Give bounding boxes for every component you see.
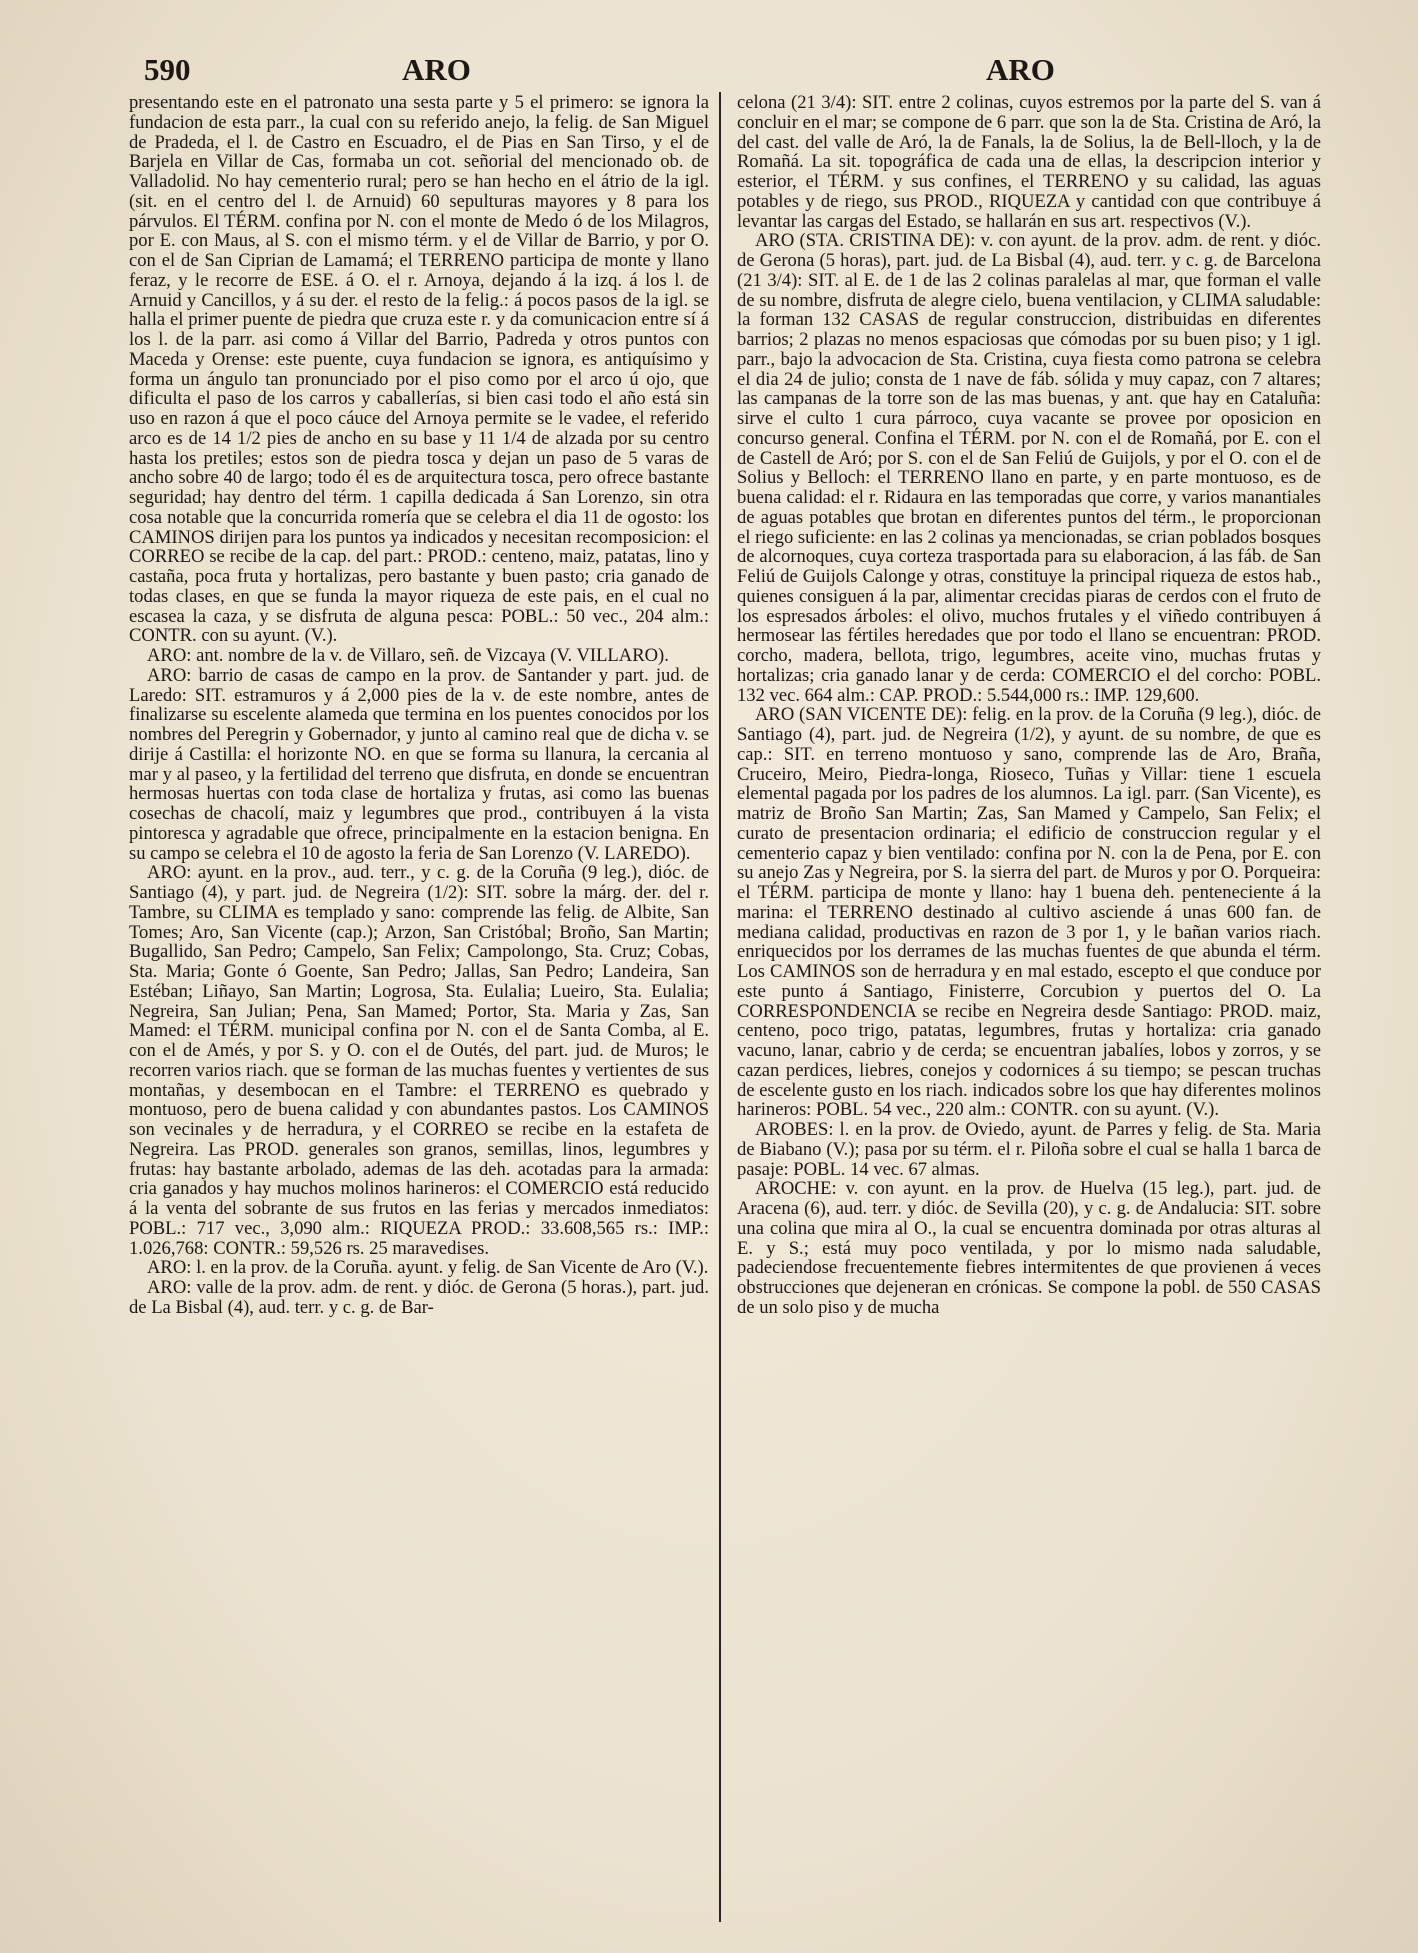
entry-aro-barrio-santander: ARO: barrio de casas de campo en la prov. de Santander y part. jud. de Laredo: SIT. estramuros y á 2,000 pies de la v. de este nombre, antes de finalizarse su escelente alameda que termina en los puentes conocidos por los nombres del Peregrin y Gobernador, y junto al camino real que de dicha v. se dirije á Castilla: el horizonte NO. en que se forma su llanura, la cercania al mar y al paseo, y la fertilidad del terreno que disfruta, en donde se encuentran hermosas huertas con toda clase de hortaliza y frutas, asi como las buenas cosechas de chacolí, maiz y legumbres que prod., contribuyen á la vista pintoresca y agradable que ofrece, principalmente en la estacion benigna. En su campo se celebra el 10 de agosto la feria de San Lorenzo (V. LAREDO).: [129, 664, 709, 864]
page-header: [128, 52, 1320, 92]
entry-aroche: AROCHE: v. con ayunt. en la prov. de Huelva (15 leg.), part. jud. de Aracena (6), aud. terr. y dióc. de Sevilla (20), y c. g. de Andalucia: SIT. sobre una colina que mira al O., la cual se encuentra dominada por otras alturas al E. y S.; está muy poco ventilada, y por lo mismo nada saludable, padeciendose frecuentemente fiebres intermitentes de que provienen á veces obstrucciones que dejeneran en crónicas. Se compone la pobl. de 550 CASAS de un solo piso y de mucha: [737, 1178, 1321, 1318]
running-head-right: ARO: [986, 52, 1055, 87]
entry-aro-sta-cristina: ARO (STA. CRISTINA DE): v. con ayunt. de la prov. adm. de rent. y dióc. de Gerona (5 horas), part. jud. de La Bisbal (4), aud. terr. y c. g. de Barcelona (21 3/4): SIT. al E. de 1 de las 2 colinas paralelas al mar, que forman el valle de su nombre, disfruta de alegre cielo, buena ventilacion, y CLIMA saludable: la forman 132 CASAS de regular construccion, distribuidas en diferentes barrios; 2 plazas no menos espaciosas que cómodas por su buen piso; y 1 igl. parr., bajo la advocacion de Sta. Cristina, cuya fiesta como patrona se celebra el dia 24 de julio; consta de 1 nave de fáb. sólida y muy capaz, con 7 altares; las campanas de la torre son de las mas buenas, y ant. que hay en Cataluña: sirve el culto 1 cura párroco, cuya vacante se provee por oposicion en concurso general. Confina el TÉRM. por N. con el de Romañá, por E. con el de Castell de Aró; por S. con el de San Feliú de Guijols, y por el O. con el de Solius y Belloch: el TERRENO llano en parte, y en parte montuoso, es de buena calidad: el r. Ridaura en las temporadas que corre, y varios manantiales de aguas potables que brotan en diferentes puntos del térm., le proporcionan el riego suficiente: en las 2 colinas ya mencionadas, se crian poblados bosques de alcornoques, cuya corteza trasportada para su elaboracion, á las fáb. de San Feliú de Guijols Calonge y otras, constituye la principal riqueza de estos hab., quienes consiguen á la par, alimentar crecidas piaras de cerdos con el fruto de los espresados árboles: el olivo, muchos frutales y el viñedo contribuyen á hermosear las fértiles heredades que por todo el llano se encuentran: PROD. corcho, madera, bellota, trigo, legumbres, aceite vino, muchas frutas y hortalizas; cria ganado lanar y de cerda: COMERCIO el del corcho: POBL. 132 vec. 664 alm.: CAP. PROD.: 5.544,000 rs.: IMP. 129,600.: [737, 230, 1321, 706]
entry-aro-lugar-coruna: ARO: l. en la prov. de la Coruña. ayunt. y felig. de San Vicente de Aro (V.).: [147, 1257, 709, 1279]
entry-continuation: presentando este en el patronato una sesta parte y 5 el primero: se ignora la fundacion de esta parr., la cual con su referido anejo, la felig. de San Miguel de Pradeda, el l. de Castro en Escuadro, el de Pias en San Tirso, y el de Barjela en Villar de Cas, formaba un cot. señorial del mencionado ob. de Valladolid. No hay cementerio rural; pero se han hecho en el átrio de la igl. (sit. en el centro del l. de Arnuid) 60 sepulturas mayores y 8 para los párvulos. El TÉRM. confina por N. con el monte de Medo ó de los Milagros, por E. con Maus, al S. con el mismo térm. y el de Villar de Barrio, y por O. con el de San Ciprian de Lamamá; el TERRENO participa de monte y llano feraz, y le recorre de ESE. á O. el r. Arnoya, dejando á la izq. á los l. de Arnuid y Cancillos, y á su der. el resto de la felig.: á pocos pasos de la igl. se halla el primer puente de piedra que cruza este r. y da comunicacion entre sí á los l. de la parr. asi como á Villar del Barrio, Padreda y otros puntos con Maceda y Orense: este puente, cuya fundacion se ignora, es antiquísimo y forma un ángulo tan pronunciado por el piso como por el arco ú ojo, que dificulta el paso de los carros y caballerías, si bien casi todo el año está sin uso en razon á que el poco cáuce del Arnoya permite se le vadee, el referido arco es de 14 1/2 pies de ancho en su base y 11 1/4 de alzada por su centro hasta los pretiles; estos son de piedra tosca y dejan un paso de 5 varas de ancho sobre 40 de largo; todo él es de arquitectura tosca, pero ofrece bastante seguridad; hay dentro del térm. 1 capilla dedicada á San Lorenzo, sin otra cosa notable que la concurrida romería que se celebra el dia 11 de ogosto: los CAMINOS dirijen para los puntos ya indicados y necesitan recomposicion: el CORREO se recibe de la cap. del part.: PROD.: centeno, maiz, patatas, lino y castaña, poca fruta y hortalizas, pero bastante y buen pasto; cria ganado de todas clases, en que se funda la mayor riqueza de este pais, en el cual no escasea la caza, y se disfruta de alguna pesca: POBL.: 50 vec., 204 alm.: CONTR. con su ayunt. (V.).: [129, 92, 709, 647]
entry-continuation-valle: celona (21 3/4): SIT. entre 2 colinas, cuyos estremos por la parte del S. van á concluir en el mar; se compone de 6 parr. que son la de Sta. Cristina de Aró, la del cast. del valle de Aró, la de Fanals, la de Solius, la de Bell-lloch, y la de Romañá. La sit. topográfica de cada una de ellas, la descripcion interior y esterior, el TÉRM. y sus confines, el TERRENO y su calidad, las aguas potables y de riego, sus PROD., RIQUEZA y cantidad con que contribuye á levantar las cargas del Estado, se hallarán en sus art. respectivos (V.).: [737, 92, 1321, 232]
page-number: 590: [144, 52, 191, 87]
entry-aro-ayunt-coruna: ARO: ayunt. en la prov., aud. terr., y c. g. de la Coruña (9 leg.), dióc. de Santiago (4), y part. jud. de Negreira (1/2): SIT. sobre la márg. der. del r. Tambre, su CLIMA es templado y sano: comprende las felig. de Albite, San Tomes; Aro, San Vicente (cap.); Arzon, San Cristóbal; Broño, San Martin; Bugallido, San Pedro; Campelo, San Felix; Campolongo, Sta. Cruz; Cobas, Sta. Maria; Gonte ó Goente, San Pedro; Jallas, San Pedro; Landeira, San Estéban; Liñayo, San Martin; Logrosa, Sta. Eulalia; Lueiro, Sta. Eulalia; Negreira, San Julian; Pena, San Mamed; Portor, Sta. Maria y Zas, San Mamed: el TÉRM. municipal confina por N. con el de Santa Comba, al E. con el de Amés, y por S. y O. con el de Outés, del part. jud. de Muros; le recorren varios riach. que se forman de las muchas fuentes y vertientes de sus montañas, y desembocan en el Tambre: el TERRENO es quebrado y montuoso, pero de buena calidad y con abundantes pastos. Los CAMINOS son vecinales y de herradura, y el CORREO se recibe en la estafeta de Negreira. Las PROD. generales son granos, semillas, linos, legumbres y frutas: hay bastante arbolado, ademas de las deh. acotadas para la armada: cria ganados y hay muchos molinos harineros: el COMERCIO está reducido á la venta del sobrante de sus frutos en las ferias y mercados inmediatos: POBL.: 717 vec., 3,090 alm.: RIQUEZA PROD.: 33.608,565 rs.: IMP.: 1.026,768: CONTR.: 59,526 rs. 25 maravedises.: [129, 862, 709, 1259]
left-column: [129, 93, 709, 1923]
running-head-left: ARO: [402, 52, 471, 87]
entry-arobes: AROBES: l. en la prov. de Oviedo, ayunt. de Parres y felig. de Sta. Maria de Biabano (V.); pasa por su térm. el r. Piloña sobre el cual se halla 1 barca de pasaje: POBL. 14 vec. 67 almas.: [737, 1119, 1321, 1180]
entry-aro-valle-gerona: ARO: valle de la prov. adm. de rent. y dióc. de Gerona (5 horas.), part. jud. de La Bisbal (4), aud. terr. y c. g. de Bar-: [129, 1277, 709, 1318]
column-divider: [719, 92, 721, 1922]
entry-aro-villaro: ARO: ant. nombre de la v. de Villaro, señ. de Vizcaya (V. VILLARO).: [147, 645, 669, 666]
right-column: [737, 93, 1321, 1853]
entry-aro-san-vicente: ARO (SAN VICENTE DE): felig. en la prov. de la Coruña (9 leg.), dióc. de Santiago (4), part. jud. de Negreira (1/2), y ayunt. de su nombre, de que es cap.: SIT. en terreno montuoso y sano, comprende las de Aro, Braña, Cruceiro, Meiro, Piedra-longa, Rioseco, Tuñas y Villar: tiene 1 escuela elemental pagada por los padres de los alumnos. La igl. parr. (San Vicente), es matriz de Broño San Martin; Zas, San Mamed y Campelo, San Felix; el curato de presentacion ordinaria; el edificio de construccion regular y el cementerio capaz y bien ventilado: confina por N. con la de Pena, por E. con su anejo Zas y Negreira, por S. la sierra del part. de Muros y por O. Porqueira: el TÉRM. participa de monte y llano: hay 1 buena deh. penteneciente á la marina: el TERRENO destinado al cultivo asciende á unas 600 fan. de mediana calidad, productivas en razon de 3 por 1, y le bañan varios riach. enriquecidos por los derrames de las muchas fuentes de que abunda el térm. Los CAMINOS son de herradura y en mal estado, escepto el que conduce por este punto á Santiago, Finisterre, Corcubion y puertos del O. La CORRESPONDENCIA se recibe en Negreira desde Santiago: PROD. maiz, centeno, poco trigo, patatas, legumbres, frutas y hortaliza: cria ganado vacuno, lanar, cabrio y de cerda; se encuentran jabalíes, lobos y zorros, y se cazan perdices, liebres, conejos y codornices á su tiempo; se pescan truchas de escelente gusto en los riach. indicados sobre los que hay diferentes molinos harineros: POBL. 54 vec., 220 alm.: CONTR. con su ayunt. (V.).: [737, 704, 1321, 1121]
